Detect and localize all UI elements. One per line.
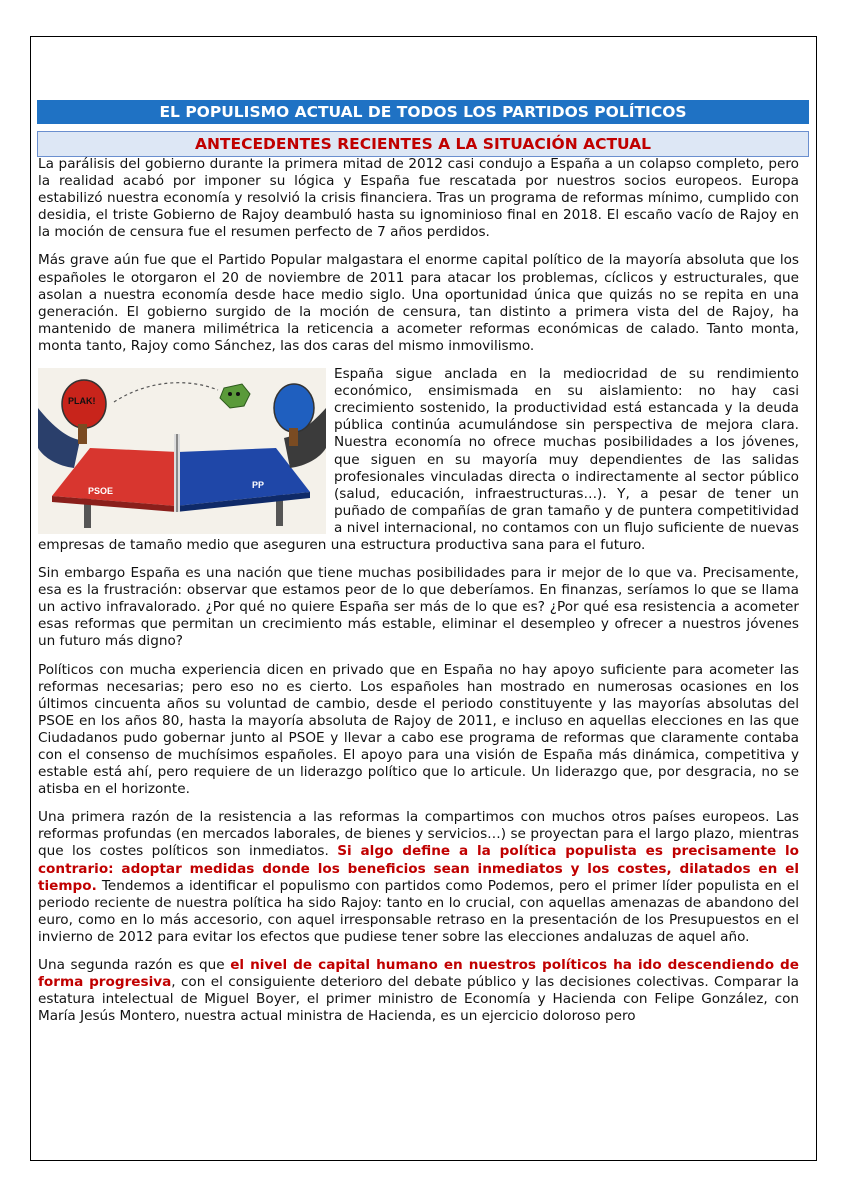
text-run: Una segunda razón es que bbox=[38, 957, 231, 974]
paragraph: Sin embargo España es una nación que tiene muchas posibilidades para ir mejor de lo que va. Precisamente, esa es la frustración: observar que estamos peor de lo que deberíamos. En finanzas, seríamos lo que se llama un activo infravalorado. ¿Por qué no quiere España ser más de lo que es? ¿Por qué esa resistencia a acometer esas reformas que permitan un crecimiento más estable, eliminar el desempleo y ofrecer a nuestros jóvenes un futuro más digno? bbox=[38, 565, 799, 650]
article-body bbox=[38, 156, 799, 1036]
psoe-label: PSOE bbox=[88, 486, 114, 497]
paragraph: Políticos con mucha experiencia dicen en privado que en España no hay apoyo suficiente para acometer las reformas necesarias; pero eso no es cierto. Los españoles han mostrado en numerosas ocasiones en los últimos cincuenta años su voluntad de cambio, desde el periodo constituyente y las mayorías absolutas del PSOE en los años 80, hasta la mayoría absoluta de Rajoy de 2011, e incluso en aquellas elecciones en las que Ciudadanos pudo gobernar junto al PSOE y llevar a cabo ese programa de reformas que claramente contaba con el consenso de muchísimos españoles. El apoyo para una visión de España más dinámica, competitiva y estable está ahí, pero requiere de un liderazgo político que lo articule. Un liderazgo que, por desgracia, no se atisba en el horizonte. bbox=[38, 661, 799, 798]
text-run: Tendemos a identificar el populismo con partidos como Podemos, pero el primer líder populista en el periodo reciente de nuestra política ha sido Rajoy: tanto en lo crucial, con aquellas amenazas de abandono del euro, como en lo más accesorio, con aquel irresponsable retraso en la presentación de los Presupuestos en el invierno de 2012 para evitar los efectos que pudiese tener sobre las elecciones andaluzas de aquel año. bbox=[38, 877, 799, 945]
section-heading: ANTECEDENTES RECIENTES A LA SITUACIÓN ACTUAL bbox=[37, 131, 809, 157]
paragraph: España sigue anclada en la mediocridad de su rendimiento económico, ensimismada en su aislamiento: no hay casi crecimiento sostenido, la productividad está estancada y la deuda pública continúa acumulándose sin perspectiva de mejora clara. Nuestra economía no ofrece muchas posibilidades a los jóvenes, que siguen en su mayoría muy dependientes de las salidas profesionales vinculadas directa o indirectamente al sector público (salud, educación, infraestructuras…). Y, a pesar de tener un puñado de compañías de gran tamaño y de puntera competitividad a nivel internacional, no contamos con un flujo suficiente de nuevas empresas de tamaño medio que aseguren una estructura productiva sana para el futuro. bbox=[38, 366, 799, 553]
pp-label: PP bbox=[252, 480, 265, 491]
paragraph: Más grave aún fue que el Partido Popular malgastara el enorme capital político de la mayoría absoluta que los españoles le otorgaron el 20 de noviembre de 2011 para atacar los problemas, cíclicos y estructurales, que asolan a nuestra economía desde hace medio siglo. Una oportunidad única que quizás no se repita en una generación. El gobierno surgido de la moción de censura, tan distinto a primera vista del de Rajoy, ha mantenido de manera milimétrica la reticencia a acometer reformas económicas de calado. Tanto monta, monta tanto, Rajoy como Sánchez, las dos caras del mismo inmovilismo. bbox=[38, 252, 799, 354]
highlighted-text: Si algo define a la política populista es precisamente lo contrario: adoptar medidas donde los beneficios sean inmediatos y los costes, dilatados en el tiempo. bbox=[38, 843, 800, 894]
text-run: , con el consiguiente deterioro del debate público y las decisiones colectivas. Comparar la estatura intelectual de Miguel Boyer, el primer ministro de Economía y Hacienda con Felipe González, con María Jesús Montero, nuestra actual ministra de Hacienda, es un ejercicio doloroso pero bbox=[38, 974, 799, 1025]
sound-effect-text: PLAK! bbox=[68, 396, 96, 407]
paragraph bbox=[38, 957, 799, 1025]
cartoon-illustration bbox=[38, 368, 326, 534]
highlighted-text: el nivel de capital humano en nuestros políticos ha ido descendiendo de forma progresiva bbox=[38, 957, 799, 991]
text-run: Una primera razón de la resistencia a las reformas la compartimos con muchos otros países europeos. Las reformas profundas (en mercados laborales, de bienes y servicios…) se proyectan para el largo plazo, mientras que los costes políticos son inmediatos. bbox=[38, 809, 799, 860]
ping-pong-cartoon bbox=[38, 368, 326, 534]
page-title: EL POPULISMO ACTUAL DE TODOS LOS PARTIDOS POLÍTICOS bbox=[37, 100, 809, 124]
paragraph bbox=[38, 809, 799, 946]
paragraph: La parálisis del gobierno durante la primera mitad de 2012 casi condujo a España a un colapso completo, pero la realidad acabó por imponer su lógica y España fue rescatada por nuestros socios europeos. Europa estabilizó nuestra economía y resolvió la crisis financiera. Tras un programa de reformas mínimo, cumplido con desidia, el triste Gobierno de Rajoy deambuló hasta su ignominioso final en 2018. El escaño vacío de Rajoy en la moción de censura fue el resumen perfecto de 7 años perdidos. bbox=[38, 156, 799, 241]
